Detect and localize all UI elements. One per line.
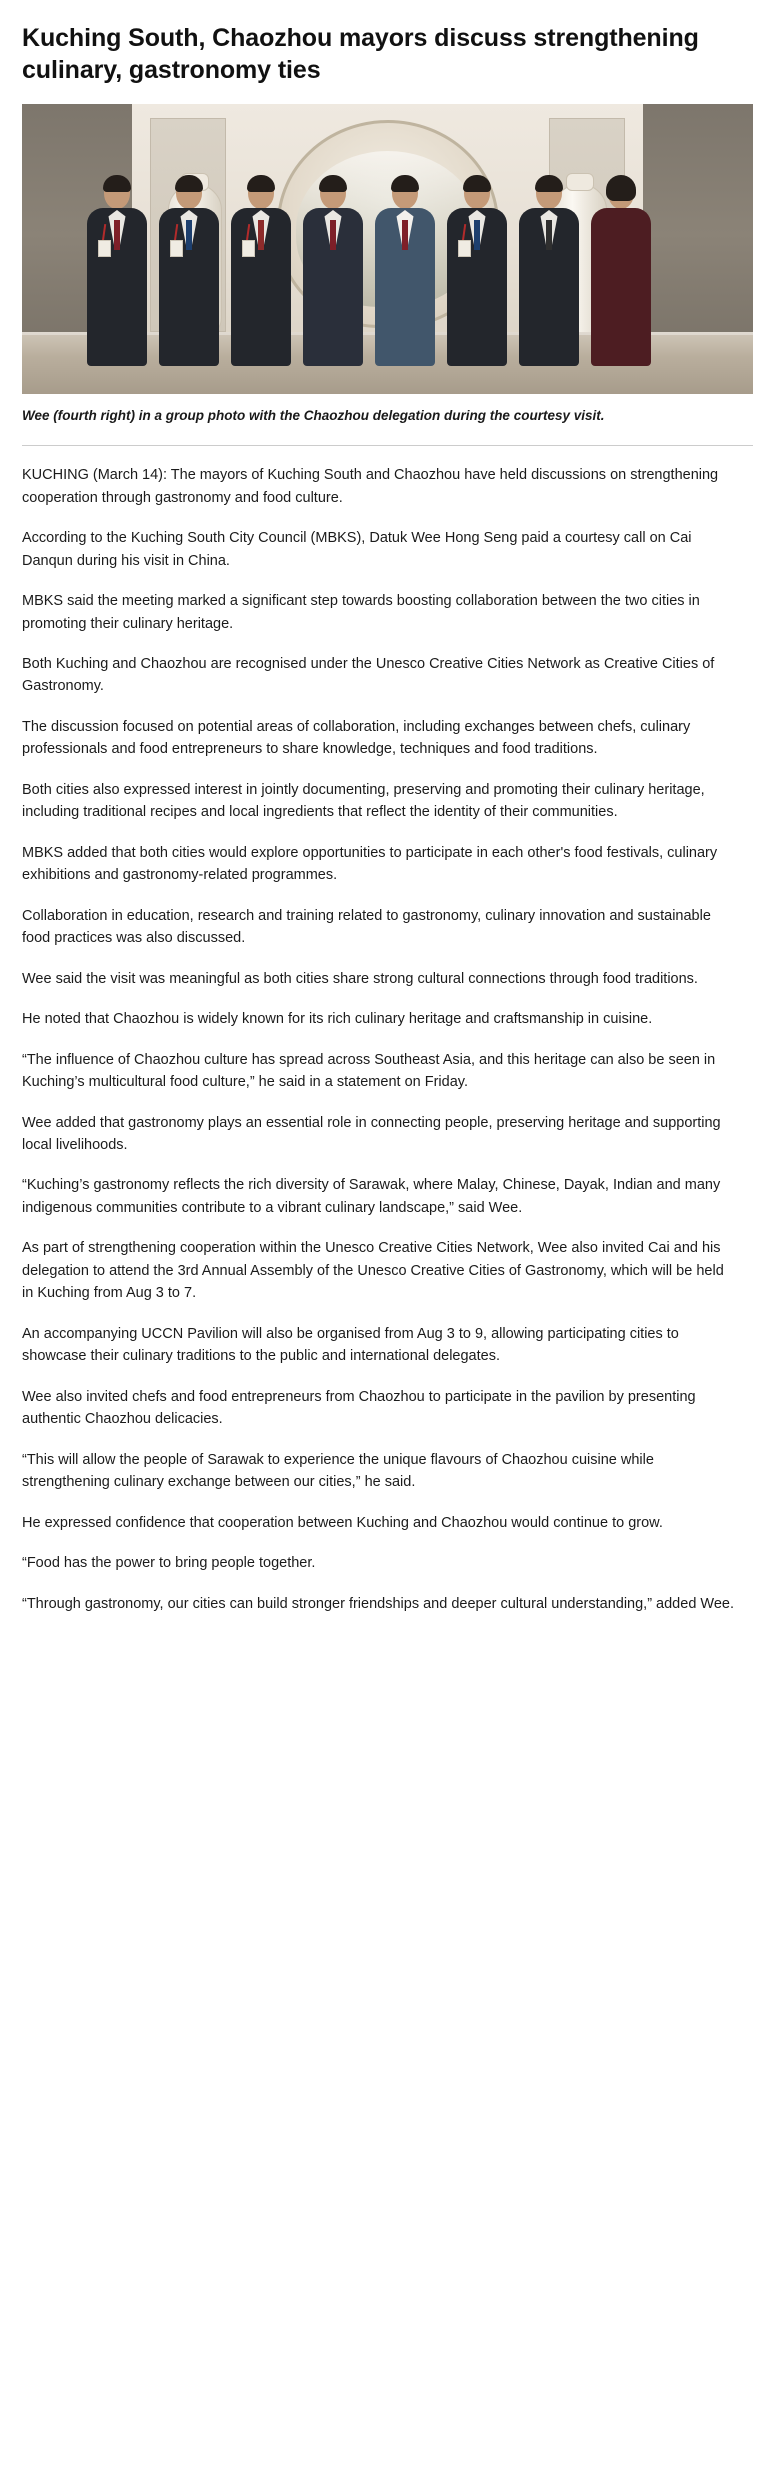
- article-paragraph: Both Kuching and Chaozhou are recognised under the Unesco Creative Cities Network as Creative Cities of Gastronomy.: [22, 655, 715, 695]
- article-paragraph: Wee said the visit was meaningful as both cities share strong cultural connections through food traditions.: [22, 970, 698, 987]
- article-photo: [22, 104, 753, 394]
- person-tie: [258, 220, 264, 250]
- person-5: [372, 178, 438, 366]
- person-2: [156, 178, 222, 366]
- person-4: [300, 178, 366, 366]
- person-badge: [458, 240, 471, 257]
- article-paragraph: Both cities also expressed interest in jointly documenting, preserving and promoting their culinary heritage, including traditional recipes and local ingredients that reflect the identity of their communities.: [22, 781, 705, 821]
- article-paragraph: He noted that Chaozhou is widely known for its rich culinary heritage and craftsmanship in cuisine.: [22, 1011, 653, 1028]
- article-figure: [22, 104, 753, 425]
- person-hair: [391, 175, 419, 192]
- article-paragraph: Wee also invited chefs and food entrepreneurs from Chaozhou to participate in the pavilion by presenting authentic Chaozhou delicacies.: [22, 1388, 696, 1428]
- person-hair: [247, 175, 275, 192]
- article-paragraph: The discussion focused on potential areas of collaboration, including exchanges between chefs, culinary professionals and food entrepreneurs to share knowledge, techniques and food traditions.: [22, 718, 691, 758]
- person-tie: [330, 220, 336, 250]
- person-3: [228, 178, 294, 366]
- person-hair: [463, 175, 491, 192]
- divider: [22, 445, 753, 446]
- article-paragraph: An accompanying UCCN Pavilion will also be organised from Aug 3 to 9, allowing participating cities to showcase their culinary traditions to the public and international delegates.: [22, 1325, 679, 1365]
- article-paragraph: MBKS said the meeting marked a significant step towards boosting collaboration between the two cities in promoting their culinary heritage.: [22, 593, 700, 632]
- person-hair: [319, 175, 347, 192]
- article-paragraph: Collaboration in education, research and training related to gastronomy, culinary innovation and sustainable food practices was also discussed.: [22, 907, 711, 947]
- article-paragraph: “Kuching’s gastronomy reflects the rich diversity of Sarawak, where Malay, Chinese, Dayak, Indian and many indigenous communities contribute to a vibrant culinary landscape,” said Wee.: [22, 1177, 721, 1216]
- page-title: Kuching South, Chaozhou mayors discuss strengthening culinary, gastronomy ties: [22, 24, 699, 84]
- article-paragraph: “This will allow the people of Sarawak to experience the unique flavours of Chaozhou cuisine while strengthening culinary exchange between our cities,” he said.: [22, 1451, 654, 1491]
- article-paragraph: MBKS added that both cities would explore opportunities to participate in each other's food festivals, culinary exhibitions and gastronomy-related programmes.: [22, 844, 718, 884]
- person-hair: [175, 175, 203, 192]
- person-hair: [103, 175, 131, 192]
- person-body: [591, 208, 651, 366]
- photo-people-group: [22, 156, 753, 366]
- article-paragraph: “Food has the power to bring people together.: [22, 1555, 316, 1572]
- person-badge: [242, 240, 255, 257]
- person-6: [444, 178, 510, 366]
- person-tie: [474, 220, 480, 250]
- person-1: [84, 178, 150, 366]
- person-tie: [114, 220, 120, 250]
- person-hair: [535, 175, 563, 192]
- person-tie: [186, 220, 192, 250]
- person-badge: [98, 240, 111, 257]
- article-paragraph: He expressed confidence that cooperation between Kuching and Chaozhou would continue to grow.: [22, 1514, 663, 1531]
- article-paragraph: As part of strengthening cooperation within the Unesco Creative Cities Network, Wee also invited Cai and his delegation to attend the 3rd Annual Assembly of the Unesco Creative Cities of Gastronomy, which will be held in Kuching from Aug 3 to 7.: [22, 1240, 724, 1302]
- article-paragraph: “Through gastronomy, our cities can build stronger friendships and deeper cultural understanding,” added Wee.: [22, 1595, 734, 1612]
- person-tie: [402, 220, 408, 250]
- photo-caption: Wee (fourth right) in a group photo with the Chaozhou delegation during the courtesy visit.: [22, 408, 605, 423]
- article-paragraph: KUCHING (March 14): The mayors of Kuching South and Chaozhou have held discussions on strengthening cooperation through gastronomy and food culture.: [22, 467, 719, 506]
- person-badge: [170, 240, 183, 257]
- person-8: [588, 178, 654, 366]
- article-paragraph: “The influence of Chaozhou culture has spread across Southeast Asia, and this heritage can also be seen in Kuching’s multicultural food culture,” he said in a statement on Friday.: [22, 1051, 716, 1091]
- person-tie: [546, 220, 552, 250]
- article-paragraph: According to the Kuching South City Council (MBKS), Datuk Wee Hong Seng paid a courtesy call on Cai Danqun during his visit in China.: [22, 530, 692, 569]
- article-paragraph: Wee added that gastronomy plays an essential role in connecting people, preserving heritage and supporting local livelihoods.: [22, 1114, 721, 1153]
- person-hair: [606, 175, 636, 201]
- article-body: [22, 464, 753, 1615]
- person-7: [516, 178, 582, 366]
